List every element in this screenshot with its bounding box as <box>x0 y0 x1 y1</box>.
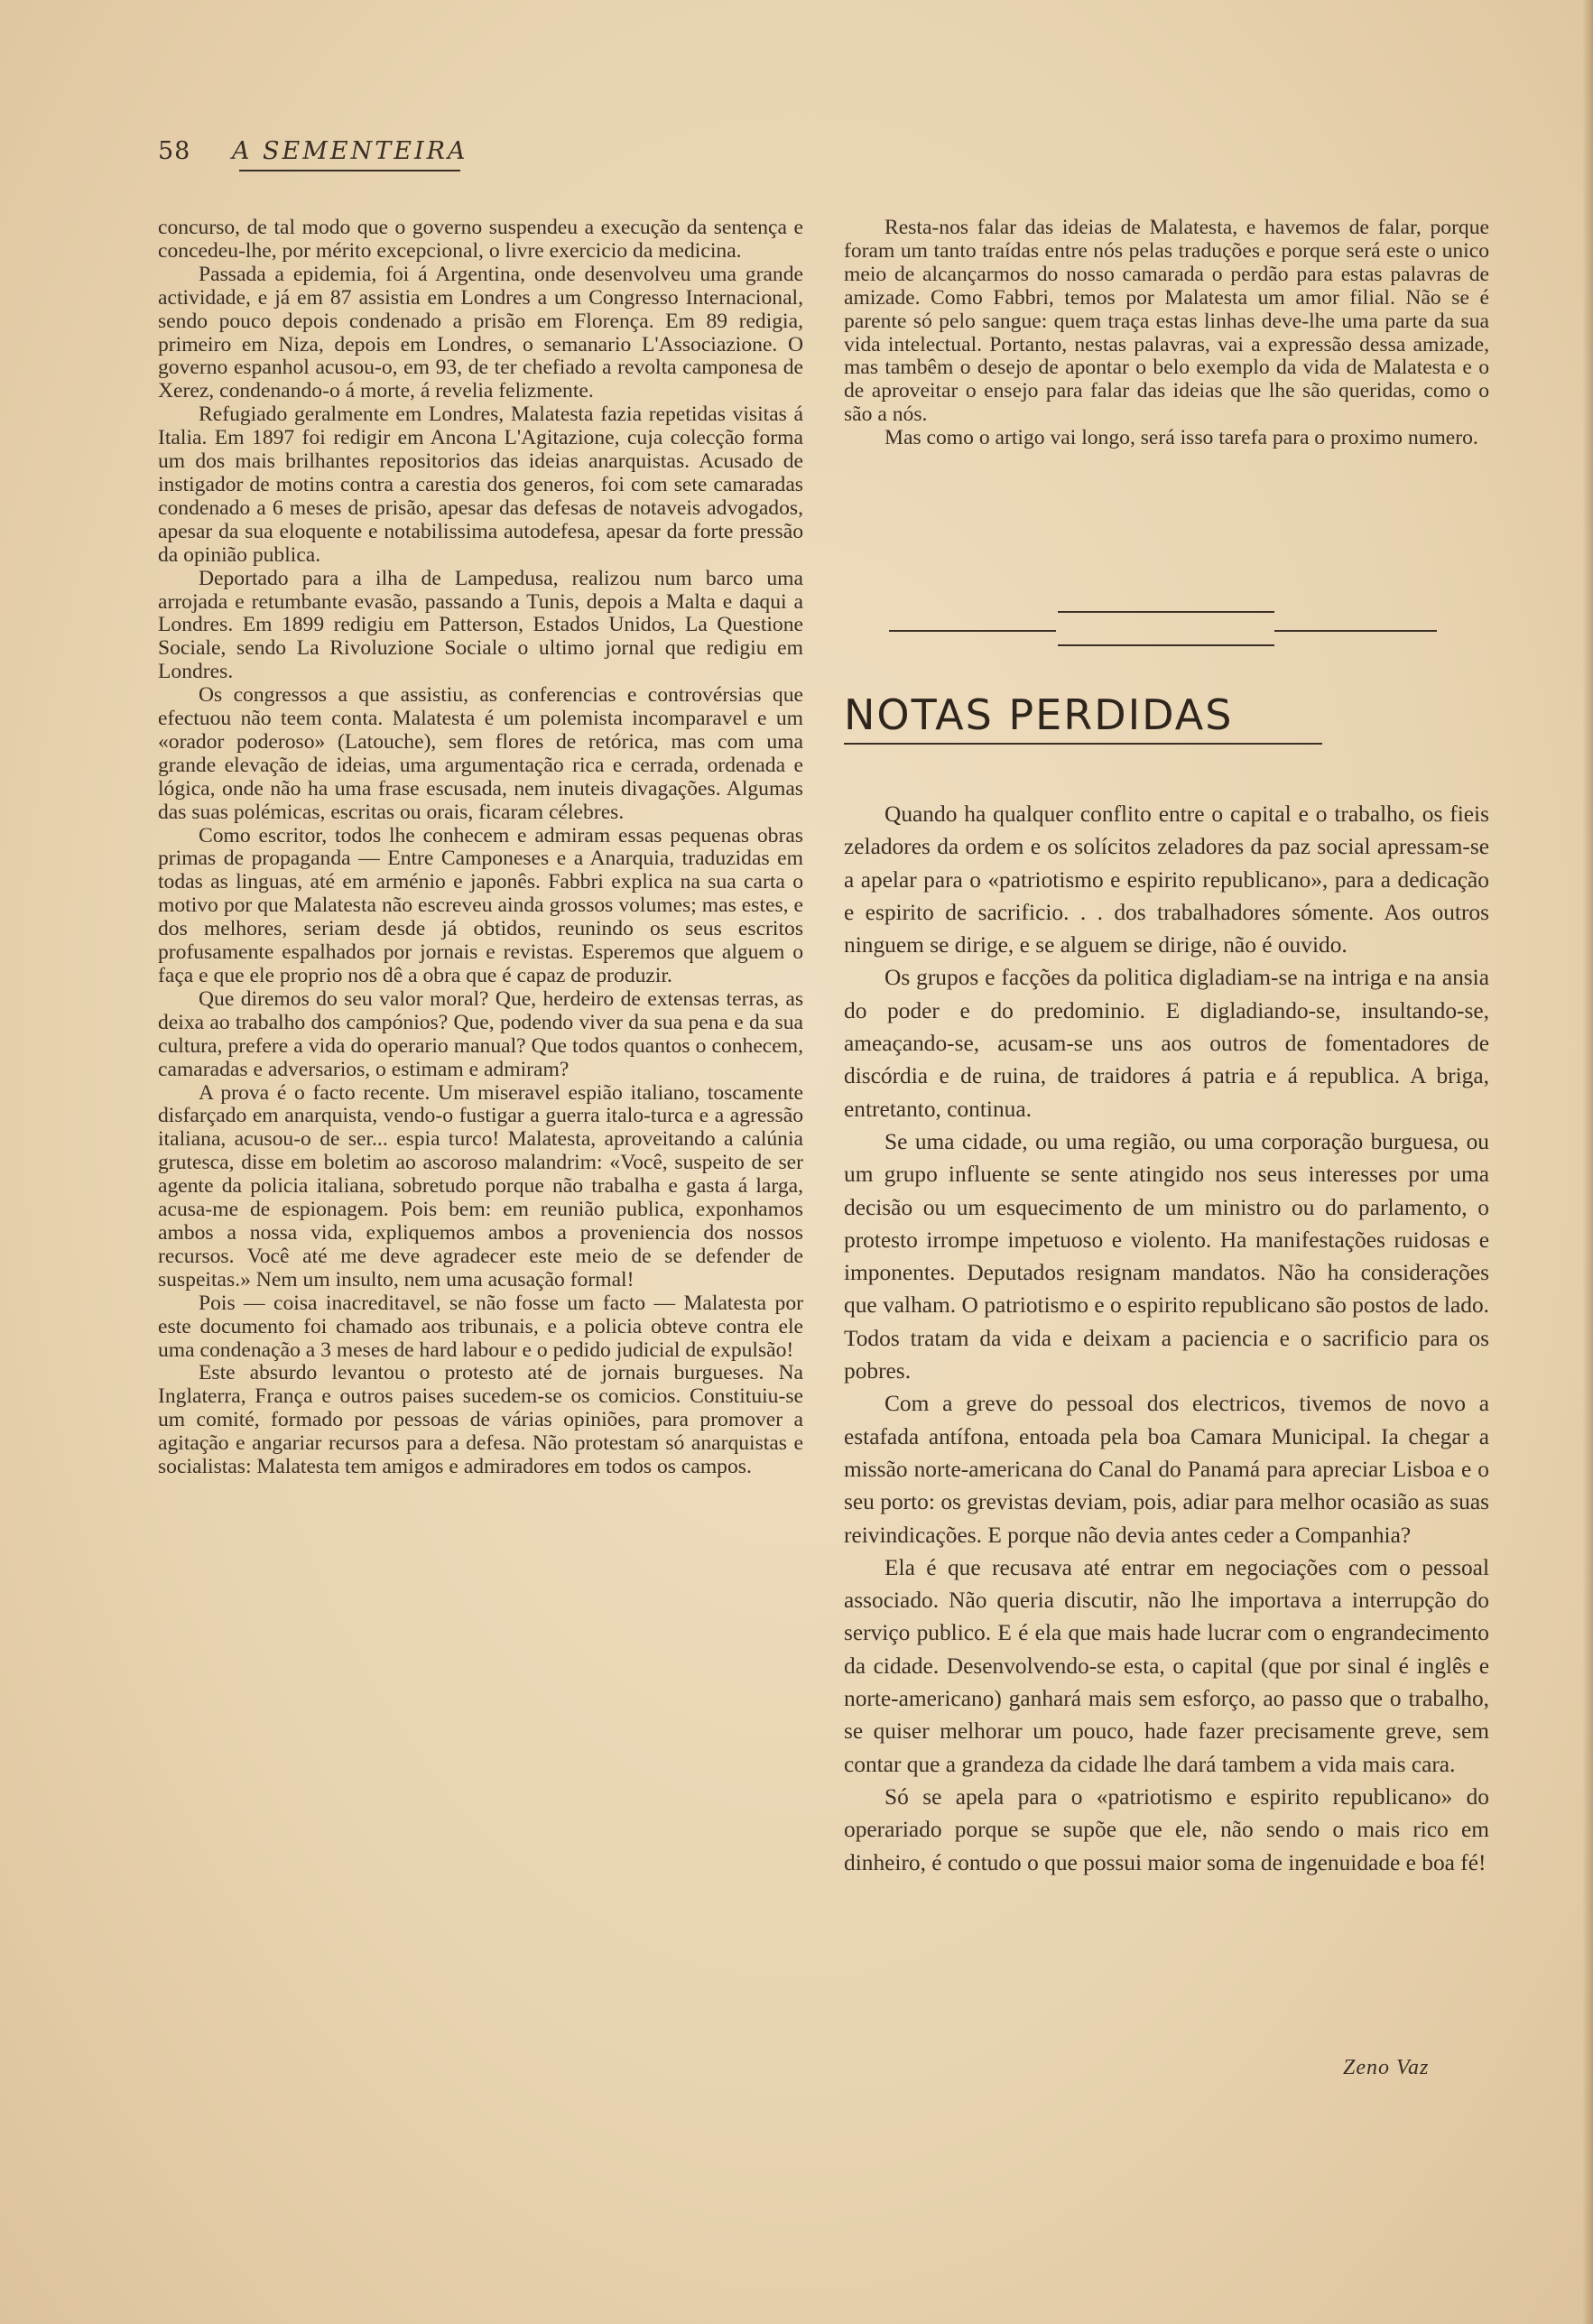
paragraph: Deportado para a ilha de Lampedusa, realizou num barco uma arrojada e retumbante evasão, passando a Tunis, depois a Malta e daqui a Londres. Em 1899 redigiu em Patterson, Estados Unidos, La Questione Sociale, sendo La Rivoluzione Sociale o ultimo jornal que redigiu em Londres. <box>158 566 803 684</box>
page-header <box>158 137 468 165</box>
paragraph: Com a greve do pessoal dos electricos, tivemos de novo a estafada antífona, entoada pela boa Camara Municipal. Ia chegar a missão norte-americana do Canal do Panamá para apreciar Lisboa e o seu porto: os grevistas deviam, pois, adiar para melhor ocasião as suas reivindicações. E porque não devia antes ceder a Companhia? <box>844 1391 1489 1548</box>
section-heading: NOTAS PERDIDAS <box>844 690 1234 739</box>
author-signature: Zeno Vaz <box>1343 2056 1430 2079</box>
paragraph: Se uma cidade, ou uma região, ou uma corporação burguesa, ou um grupo influente se sente atingido nos seus interesses por uma decisão ou um esquecimento de um ministro ou do parlamento, o protesto irrompe impetuoso e violento. Ha manifestações ruidosas e imponentes. Deputados resignam mandatos. Não ha considerações que valham. O patriotismo e o espirito republicano são postos de lado. Todos tratam da vida e deixam a paciencia e o sacrificio para os pobres. <box>844 1128 1489 1384</box>
paragraph: Como escritor, todos lhe conhecem e admiram essas pequenas obras primas de propaganda — Entre Camponeses e a Anarquia, traduzidas em todas as linguas, até em arménio e japonês. Fabbri explica na sua carta o motivo por que Malatesta não escreveu ainda grossos volumes; mas estes, e dos melhores, seriam desde já obtidos, reunindo os seus escritos profusamente espalhados por jornais e revistas. Esperemos que alguem o faça e que ele proprio nos dê a obra que é capaz de produzir. <box>158 823 803 987</box>
right-column-top <box>844 217 1489 450</box>
paragraph: Quando ha qualquer conflito entre o capital e o trabalho, os fieis zeladores da ordem e os solícitos zeladores da paz social apressam-se a apelar para o «patriotismo e espirito republicano», para a dedicação e espirito de sacrificio. . . dos trabalhadores sómente. Aos outros ninguem se dirige, e se alguem se dirige, não é ouvido. <box>844 801 1489 958</box>
page-number: 58 <box>158 137 191 165</box>
header-underline <box>239 170 460 171</box>
paragraph: Os grupos e facções da politica digladiam-se na intriga e na ansia do poder e do predominio. E digladiando-se, insultando-se, ameaçando-se, acusam-se uns aos outros de fomentadores de discórdia e de ruina, de traidores á patria e á republica. A briga, entretanto, continua. <box>844 965 1489 1122</box>
paragraph: Refugiado geralmente em Londres, Malatesta fazia repetidas visitas á Italia. Em 1897 foi redigir em Ancona L'Agitazione, cuja colecção forma um dos mais brilhantes repositorios das ideias anarquistas. Acusado de instigador de motins contra a carestia dos generos, foi com sete camaradas condenado a 6 meses de prisão, apesar das defesas de notaveis advogados, apesar da sua eloquente e notabilissima autodefesa, apesar da forte pressão da opinião publica. <box>158 403 803 567</box>
divider-rule <box>1058 611 1274 613</box>
paragraph: Mas como o artigo vai longo, será isso tarefa para o proximo numero. <box>884 426 1478 450</box>
publication-title: A SEMENTEIRA <box>231 137 468 165</box>
section-body <box>844 798 1489 1879</box>
paragraph: Passada a epidemia, foi á Argentina, onde desenvolveu uma grande actividade, e já em 87 assistia em Londres a um Congresso Internacional, sendo pouco depois condenado a prisão em Florença. Em 89 redigia, primeiro em Niza, depois em Londres, o semanario L'Associazione. O governo espanhol acusou-o, em 93, de ter chefiado a revolta camponesa de Xerez, condenando-o á morte, á revelia felizmente. <box>158 262 803 403</box>
paragraph: concurso, de tal modo que o governo suspendeu a execução da sentença e concedeu-lhe, por mérito excepcional, o livre exercicio da medicina. <box>158 216 803 263</box>
section-heading-underline <box>844 743 1322 745</box>
divider-rule <box>1058 644 1274 646</box>
left-column <box>158 217 803 1479</box>
divider-rule <box>1274 630 1437 632</box>
paragraph: Ela é que recusava até entrar em negociações com o pessoal associado. Não queria discutir, não lhe importava a interrupção do serviço publico. E é ela que mais hade lucrar com o engrandecimento da cidade. Desenvolvendo-se esta, o capital (que por sinal é inglês e norte-americano) ganhará mais sem esforço, ao passo que o trabalho, se quiser melhorar um pouco, hade fazer precisamente greve, sem contar que a grandeza da cidade lhe dará tambem a vida mais cara. <box>844 1554 1489 1777</box>
paragraph: Os congressos a que assistiu, as conferencias e controvérsias que efectuou não teem conta. Malatesta é um polemista incomparavel e um «orador poderoso» (Latouche), sem flores de retórica, mas com uma grande elevação de ideias, uma argumentação rica e cerrada, ordenada e lógica, onde não ha uma frase escusada, nem inuteis divagações. Algumas das suas polémicas, escritas ou orais, ficaram célebres. <box>158 683 803 824</box>
paragraph: A prova é o facto recente. Um miseravel espião italiano, toscamente disfarçado em anarquista, vendo-o fustigar a guerra italo-turca e a agressão italiana, acusou-o de ser... espia turco! Malatesta, aproveitando a calúnia grutesca, disse em boletim ao ascoroso malandrim: «Você, suspeito de ser agente da policia italiana, sobretudo porque não trabalha e gasta á larga, acusa-me de espionagem. Pois bem: em reunião publica, exponhamos ambos a nossa vida, expliquemos ambos a proveniencia dos nossos recursos. Você até me deve agradecer este meio de se defender de suspeitas.» Nem um insulto, nem uma acusação formal! <box>158 1080 803 1292</box>
paragraph: Resta-nos falar das ideias de Malatesta, e havemos de falar, porque foram um tanto traídas entre nós pelas traduções e porque será este o unico meio de alcançarmos do nosso camarada o perdão para estas palavras de amizade. Como Fabbri, temos por Malatesta um amor filial. Não se é parente só pelo sangue: quem traça estas linhas deve-lhe uma parte da sua vida intelectual. Portanto, nestas palavras, vai a expressão dessa amizade, mas tambêm o desejo de apontar o belo exemplo da vida de Malatesta e o de aproveitar o ensejo para falar das ideias que lhe são queridas, como o são a nós. <box>844 216 1489 427</box>
paragraph: Que diremos do seu valor moral? Que, herdeiro de extensas terras, as deixa ao trabalho dos campónios? Que, podendo viver da sua pena e da sua cultura, prefere a vida do operario manual? Que todos quantos o conhecem, camaradas e adversarios, o estimam e admiram? <box>158 986 803 1081</box>
paragraph: Pois — coisa inacreditavel, se não fosse um facto — Malatesta por este documento foi chamado aos tribunais, e a policia obteve contra ele uma condenação a 3 meses de hard labour e o pedido judicial de expulsão! <box>158 1291 803 1362</box>
divider-rule <box>889 630 1056 632</box>
paragraph: Este absurdo levantou o protesto até de jornais burgueses. Na Inglaterra, França e outros paises sucedem-se os comicios. Constituiu-se um comité, formado por pessoas de várias opiniões, para promover a agitação e angariar recursos para a defesa. Não protestam só anarquistas e socialistas: Malatesta tem amigos e admiradores em todos os campos. <box>158 1361 803 1479</box>
page-edge-shadow <box>1582 0 1593 2324</box>
paragraph: Só se apela para o «patriotismo e espirito republicano» do operariado porque se supõe que ele, não sendo o mais rico em dinheiro, é contudo o que possui maior soma de ingenuidade e boa fé! <box>844 1783 1489 1875</box>
